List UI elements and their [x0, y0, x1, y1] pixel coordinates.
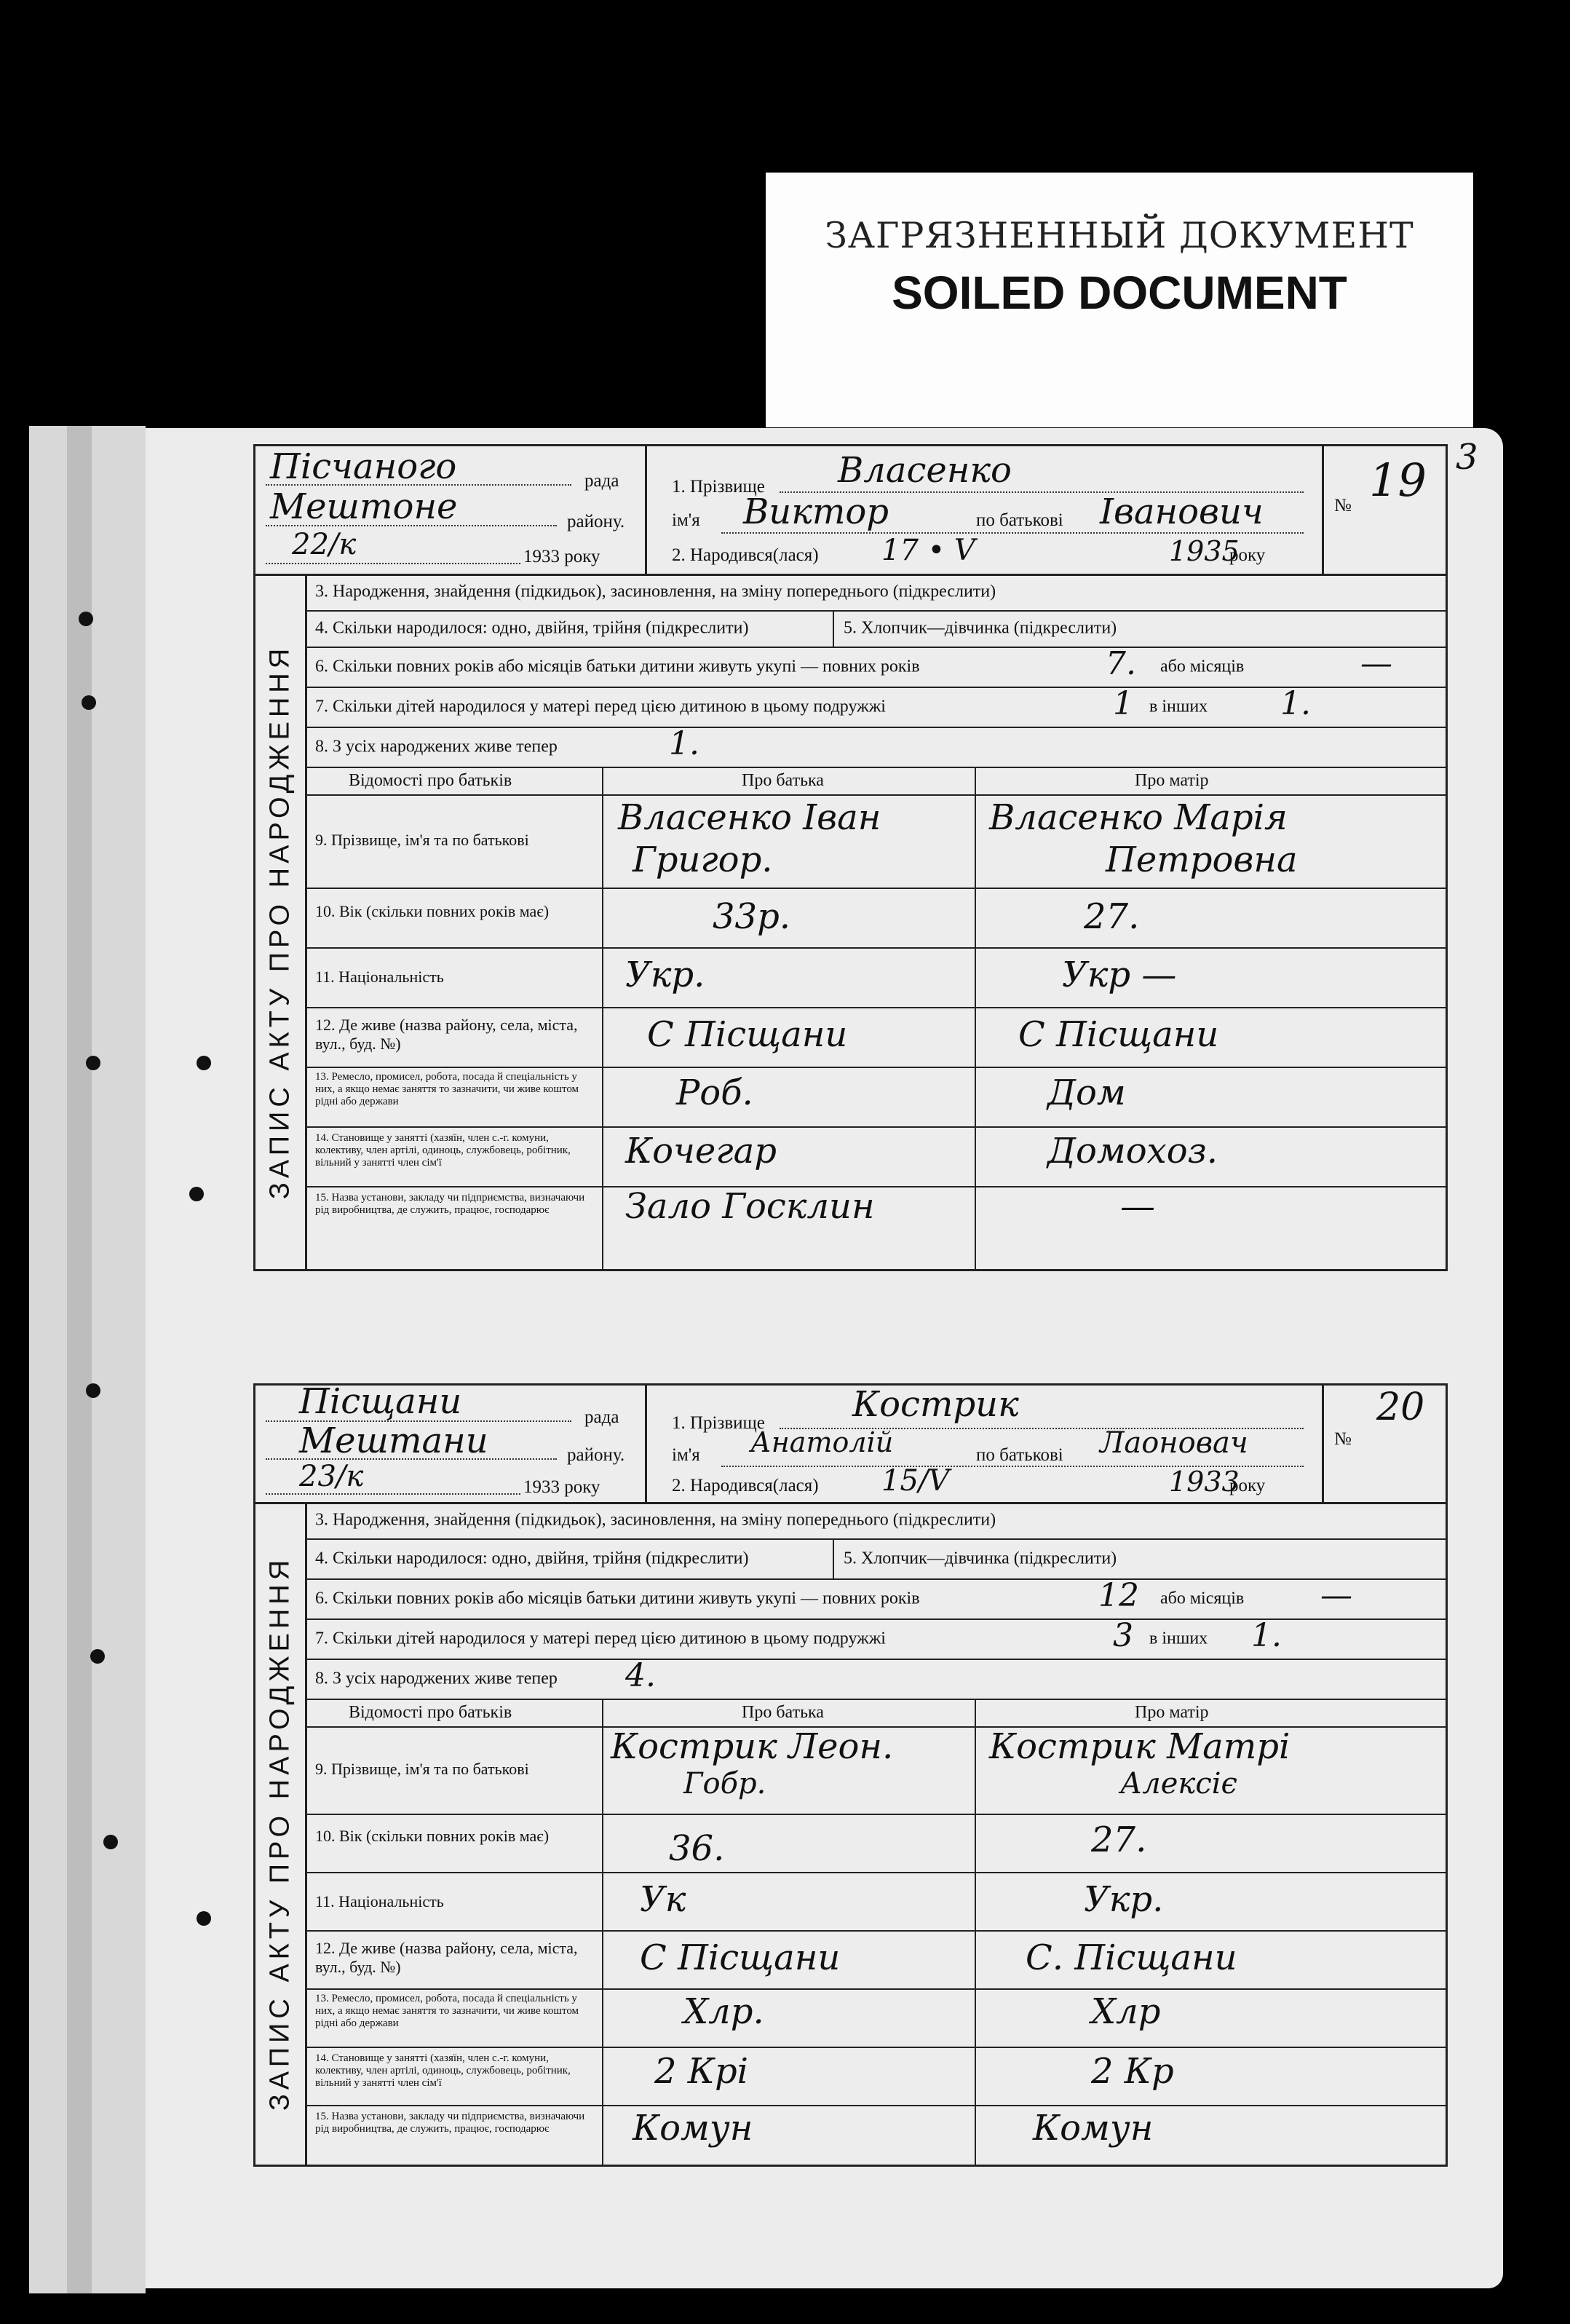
row-6: [305, 647, 1446, 688]
parents-grid: [305, 767, 1446, 1269]
mother-name: Власенко Марія: [989, 797, 1288, 838]
row-7-label: 7. Скільки дітей народилося у матері перед цією дитиною в цьому подружжі: [315, 1629, 886, 1648]
surname-value: Кострик: [852, 1384, 1019, 1425]
father-nationality: Укр.: [625, 954, 705, 995]
row-8-label: 8. З усіх народжених живе тепер: [315, 737, 558, 756]
stamp-russian-text: ЗАГРЯЗНЕННЫЙ ДОКУМЕНТ: [825, 215, 1414, 256]
field-13-label: 13. Ремесло, промисел, робота, посада й спеціальність у них, а якщо немає заняття то зазначити, чи живе коштом рідні або держави: [315, 1993, 579, 2029]
field-9-label: 9. Прізвище, ім'я та по батькові: [315, 831, 529, 849]
mother-status: Домохоз.: [1047, 1131, 1218, 1171]
registration-date: 23/к: [299, 1460, 364, 1493]
row-7: [305, 1618, 1446, 1660]
stamp-english-text: SOILED DOCUMENT: [892, 266, 1347, 319]
mother-name: Кострик Матрі: [989, 1726, 1291, 1767]
binding-hole: [79, 612, 93, 626]
father-age: 33р.: [713, 896, 791, 937]
binding-hole: [103, 1835, 118, 1849]
row-7-other-label: в інших: [1149, 697, 1208, 716]
patronymic-label: по батькові: [976, 1445, 1063, 1465]
row-6-months-label: або місяців: [1160, 1589, 1245, 1608]
record-number: 20: [1376, 1386, 1425, 1429]
number-label: №: [1334, 496, 1352, 515]
mother-workplace: —: [1120, 1186, 1155, 1227]
surname-value: Власенко: [838, 450, 1012, 491]
rayon-value: Мештоне: [270, 486, 458, 527]
binding-hole: [86, 1056, 100, 1070]
field-14-label: 14. Становище у занятті (хазяїн, член с.-г. комуни, колективу, член артілі, одиноць, службовець, робітник, вільний у занятті член сім'ї: [315, 2052, 571, 2089]
field-13-label: 13. Ремесло, промисел, робота, посада й спеціальність у них, а якщо немає заняття то зазначити, чи живе коштом рідні або держави: [315, 1071, 579, 1107]
born-value: 17 • V: [881, 534, 975, 567]
header-parents: Відомості про батьків: [349, 1703, 512, 1722]
surname-label: 1. Прізвище: [672, 477, 765, 497]
mother-residence: С Пісщани: [1018, 1014, 1219, 1055]
header-father: Про батька: [742, 1703, 824, 1722]
year-label: 1933 року: [523, 1477, 600, 1497]
mother-residence: С. Пісщани: [1026, 1937, 1237, 1978]
field-9-label: 9. Прізвище, ім'я та по батькові: [315, 1760, 529, 1778]
father-workplace: Зало Госклин: [625, 1186, 875, 1227]
born-year-value: 1933: [1169, 1466, 1240, 1498]
row-3: [305, 574, 1446, 612]
father-patronymic: Гобр.: [683, 1767, 766, 1801]
alive-now: 1.: [669, 725, 699, 762]
registration-date: 22/к: [292, 528, 357, 561]
row-7-label: 7. Скільки дітей народилося у матері перед цією дитиною в цьому подружжі: [315, 697, 886, 716]
rada-label: рада: [584, 1407, 619, 1427]
patronymic-value: Лаоновач: [1100, 1426, 1248, 1460]
field-12-label: 12. Де живе (назва району, села, міста, вул., буд. №): [315, 1939, 578, 1976]
row-7: [305, 687, 1446, 728]
header-parents: Відомості про батьків: [349, 771, 512, 790]
children-other: 1.: [1251, 1617, 1282, 1654]
born-year-label: року: [1229, 1476, 1266, 1495]
mother-nationality: Укр —: [1062, 954, 1177, 995]
row-8: [305, 727, 1446, 768]
row-6: [305, 1578, 1446, 1620]
year-label: 1933 року: [523, 547, 600, 566]
birth-record-20: [253, 1383, 1448, 2167]
mother-patronymic: Алексіє: [1120, 1767, 1237, 1801]
row-3: [305, 1502, 1446, 1540]
row-6-label: 6. Скільки повних років або місяців батьки дитини живуть укупі — повних років: [315, 657, 920, 676]
born-value: 15/V: [881, 1464, 950, 1498]
binding-hole: [82, 695, 96, 710]
field-11-label: 11. Національність: [315, 968, 444, 986]
rada-label: рада: [584, 471, 619, 491]
row-7-other-label: в інших: [1149, 1629, 1208, 1648]
name-value: Анатолій: [750, 1426, 894, 1458]
father-residence: С Пісщани: [640, 1937, 841, 1978]
father-occupation: Роб.: [676, 1072, 753, 1113]
margin-three: 3: [1456, 437, 1478, 478]
rayon-value: Мештани: [299, 1420, 488, 1461]
row-8-label: 8. З усіх народжених живе тепер: [315, 1669, 558, 1688]
children-other: 1.: [1280, 685, 1311, 722]
row-8: [305, 1659, 1446, 1700]
birth-record-19: [253, 444, 1448, 1271]
born-year-value: 1935: [1169, 535, 1240, 567]
row-4-label: 4. Скільки народилося: одно, двійня, трійня (підкреслити): [315, 618, 749, 638]
father-workplace: Комун: [633, 2108, 753, 2149]
header-mother: Про матір: [1135, 771, 1209, 790]
patronymic-label: по батькові: [976, 510, 1063, 530]
father-age: 36.: [669, 1828, 725, 1869]
mother-age: 27.: [1091, 1819, 1147, 1860]
record-header: [255, 1381, 1446, 1504]
row-3-label: 3. Народження, знайдення (підкидьок), засиновлення, на зміну попереднього (підкреслити): [315, 1510, 996, 1530]
alive-now: 4.: [625, 1657, 656, 1694]
row-4-5: [305, 1538, 1446, 1580]
binding-hole: [86, 1383, 100, 1398]
binding-hole: [197, 1056, 211, 1070]
field-12-label: 12. Де живе (назва району, села, міста, вул., буд. №): [315, 1016, 578, 1053]
surname-label: 1. Прізвище: [672, 1413, 765, 1433]
soiled-document-stamp: [766, 173, 1473, 427]
row-6-months-label: або місяців: [1160, 657, 1245, 676]
row-5-label: 5. Хлопчик—дівчинка (підкреслити): [844, 1549, 1117, 1568]
name-value: Виктор: [743, 491, 889, 532]
row-3-label: 3. Народження, знайдення (підкидьок), засиновлення, на зміну попереднього (підкреслити): [315, 582, 996, 601]
patronymic-value: Іванович: [1100, 491, 1264, 532]
father-residence: С Пісщани: [647, 1014, 848, 1055]
years-together: 12: [1098, 1577, 1139, 1614]
father-nationality: Ук: [640, 1879, 686, 1920]
born-label: 2. Народився(лася): [672, 1476, 819, 1495]
field-11-label: 11. Національність: [315, 1892, 444, 1910]
vertical-title: ЗАПИС АКТУ ПРО НАРОДЖЕННЯ: [255, 574, 307, 1269]
field-10-label: 10. Вік (скільки повних років має): [315, 1827, 550, 1845]
father-name: Кострик Леон.: [611, 1726, 894, 1767]
parents-grid: [305, 1699, 1446, 2165]
row-6-label: 6. Скільки повних років або місяців батьки дитини живуть укупі — повних років: [315, 1589, 920, 1608]
rayon-label: району.: [567, 512, 625, 531]
father-patronymic: Григор.: [633, 839, 773, 880]
header-mother: Про матір: [1135, 1703, 1209, 1722]
mother-status: 2 Кр: [1091, 2051, 1174, 2092]
row-4-5: [305, 610, 1446, 648]
field-14-label: 14. Становище у занятті (хазяїн, член с.-г. комуни, колективу, член артілі, одиноць, службовець, робітник, вільний у занятті член сім'ї: [315, 1132, 571, 1169]
binding-hole: [90, 1649, 105, 1664]
mother-occupation: Хлр: [1091, 1991, 1161, 2032]
months-together: —: [1360, 645, 1392, 682]
mother-occupation: Дом: [1047, 1072, 1126, 1113]
header-father: Про батька: [742, 771, 824, 790]
rada-value: Пісщани: [299, 1381, 462, 1422]
name-label: ім'я: [672, 1445, 700, 1465]
field-15-label: 15. Назва установи, закладу чи підприємства, визначаючи рід виробництва, де служить, працює, господарює: [315, 2111, 585, 2135]
mother-age: 27.: [1084, 896, 1140, 937]
born-label: 2. Народився(лася): [672, 545, 819, 565]
born-year-label: року: [1229, 545, 1266, 565]
years-together: 7.: [1106, 645, 1136, 682]
children-before: 3: [1113, 1617, 1133, 1654]
mother-patronymic: Петровна: [1106, 839, 1298, 880]
mother-workplace: Комун: [1033, 2108, 1154, 2149]
record-number: 19: [1369, 454, 1427, 507]
row-5-label: 5. Хлопчик—дівчинка (підкреслити): [844, 618, 1117, 638]
father-occupation: Хлр.: [683, 1991, 764, 2032]
binding-hole: [197, 1911, 211, 1926]
children-before: 1: [1113, 685, 1133, 722]
mother-nationality: Укр.: [1084, 1879, 1164, 1920]
field-15-label: 15. Назва установи, закладу чи підприємства, визначаючи рід виробництва, де служить, працює, господарює: [315, 1192, 585, 1216]
record-header: [255, 446, 1446, 576]
rayon-label: району.: [567, 1445, 625, 1465]
father-name: Власенко Іван: [618, 797, 881, 838]
vertical-title: ЗАПИС АКТУ ПРО НАРОДЖЕННЯ: [255, 1502, 307, 2165]
field-10-label: 10. Вік (скільки повних років має): [315, 902, 550, 920]
row-4-label: 4. Скільки народилося: одно, двійня, трійня (підкреслити): [315, 1549, 749, 1568]
binding-hole: [189, 1187, 204, 1201]
rada-value: Пісчаного: [270, 446, 457, 487]
name-label: ім'я: [672, 510, 700, 530]
months-together: —: [1320, 1577, 1352, 1614]
father-status: 2 Крі: [654, 2051, 749, 2092]
number-label: №: [1334, 1429, 1352, 1449]
father-status: Кочегар: [625, 1131, 777, 1171]
